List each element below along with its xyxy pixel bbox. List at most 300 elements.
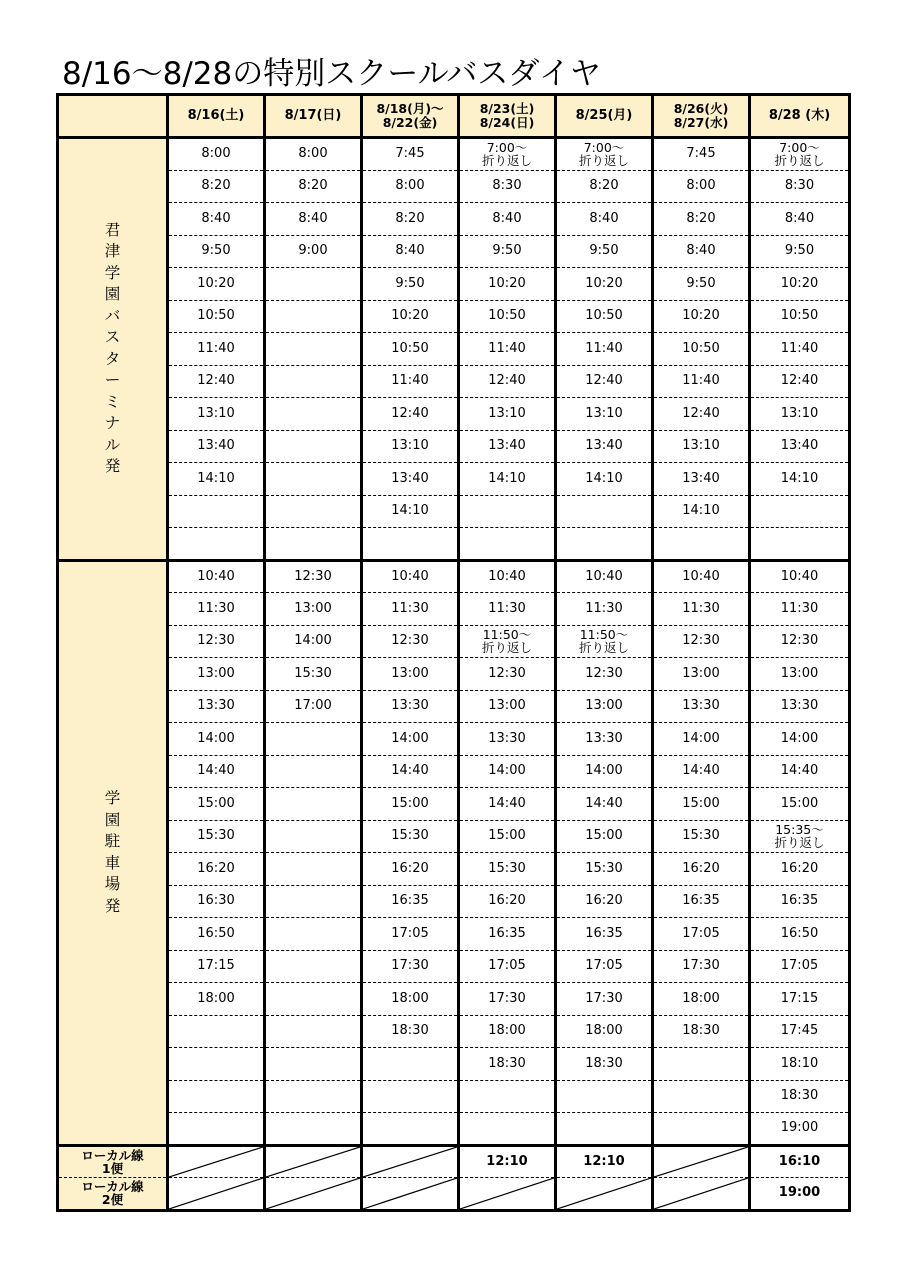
time-cell: 13:10 (750, 398, 850, 431)
time-cell: 8:20 (168, 170, 265, 203)
time-cell (265, 398, 362, 431)
time-cell: 14:00 (362, 723, 459, 756)
time-cell: 10:20 (362, 300, 459, 333)
time-cell: 10:20 (459, 268, 556, 301)
table-row (58, 1048, 850, 1081)
time-cell: 13:40 (459, 430, 556, 463)
diagonal-slash (460, 1178, 554, 1209)
time-cell: 13:30 (653, 690, 750, 723)
time-cell: 8:30 (750, 170, 850, 203)
table-row (58, 983, 850, 1016)
table-row (58, 1080, 850, 1113)
table-row (58, 560, 850, 593)
time-cell: 16:35 (653, 885, 750, 918)
time-cell (168, 528, 265, 561)
time-cell (265, 1048, 362, 1081)
time-cell: 13:30 (459, 723, 556, 756)
time-cell (362, 528, 459, 561)
time-cell: 18:00 (168, 983, 265, 1016)
no-service-cell (459, 1177, 556, 1210)
time-cell: 18:10 (750, 1048, 850, 1081)
time-cell: 11:40 (653, 365, 750, 398)
time-cell: 13:00 (653, 658, 750, 691)
time-cell: 17:05 (653, 918, 750, 951)
time-cell (265, 300, 362, 333)
time-cell (362, 1080, 459, 1113)
time-cell: 10:50 (750, 300, 850, 333)
time-cell: 8:20 (653, 203, 750, 236)
time-cell: 13:30 (362, 690, 459, 723)
time-cell: 10:50 (459, 300, 556, 333)
time-cell: 12:40 (362, 398, 459, 431)
time-cell (653, 1080, 750, 1113)
time-cell: 9:50 (362, 268, 459, 301)
time-cell: 12:30 (556, 658, 653, 691)
table-row (58, 300, 850, 333)
time-cell (265, 1080, 362, 1113)
table-row (58, 755, 850, 788)
time-cell: 8:00 (362, 170, 459, 203)
diagonal-slash (363, 1178, 457, 1209)
time-cell: 13:00 (265, 593, 362, 626)
time-cell: 8:00 (265, 138, 362, 171)
table-row (58, 398, 850, 431)
table-row (58, 138, 850, 171)
time-cell: 13:30 (750, 690, 850, 723)
time-cell: 11:40 (750, 333, 850, 366)
time-cell: 13:30 (168, 690, 265, 723)
time-cell: 12:30 (459, 658, 556, 691)
time-cell (265, 463, 362, 496)
time-cell: 17:30 (459, 983, 556, 1016)
time-cell: 17:05 (556, 950, 653, 983)
time-cell: 13:10 (168, 398, 265, 431)
local-time-cell: 19:00 (750, 1177, 850, 1210)
time-cell (459, 1080, 556, 1113)
diagonal-slash (557, 1178, 651, 1209)
time-cell: 8:40 (362, 235, 459, 268)
time-cell: 9:00 (265, 235, 362, 268)
time-cell: 13:00 (750, 658, 850, 691)
time-cell: 11:30 (168, 593, 265, 626)
time-cell: 10:50 (556, 300, 653, 333)
header-date: 8/28 (木) (750, 95, 850, 138)
time-cell: 8:30 (459, 170, 556, 203)
time-cell: 15:00 (459, 820, 556, 853)
time-cell (265, 755, 362, 788)
time-cell: 11:40 (362, 365, 459, 398)
time-cell: 15:30 (653, 820, 750, 853)
time-cell: 11:50〜 折り返し (459, 625, 556, 658)
time-cell: 14:10 (168, 463, 265, 496)
time-cell: 11:30 (653, 593, 750, 626)
time-cell: 10:40 (459, 560, 556, 593)
time-cell: 13:10 (653, 430, 750, 463)
time-cell: 12:30 (168, 625, 265, 658)
time-cell (556, 1080, 653, 1113)
time-cell: 12:40 (556, 365, 653, 398)
time-cell: 15:30 (556, 853, 653, 886)
header-date: 8/23(土) 8/24(日) (459, 95, 556, 138)
time-cell (362, 1113, 459, 1146)
local-time-cell: 12:10 (556, 1145, 653, 1177)
time-cell (556, 1113, 653, 1146)
time-cell: 15:30 (168, 820, 265, 853)
table-row (58, 528, 850, 561)
time-cell: 8:00 (653, 170, 750, 203)
time-cell: 9:50 (556, 235, 653, 268)
time-cell: 11:40 (459, 333, 556, 366)
no-service-cell (362, 1177, 459, 1210)
time-cell: 18:00 (556, 1015, 653, 1048)
table-row (58, 170, 850, 203)
time-cell: 16:35 (750, 885, 850, 918)
time-cell: 13:00 (362, 658, 459, 691)
time-cell: 11:30 (750, 593, 850, 626)
time-cell: 19:00 (750, 1113, 850, 1146)
table-row (58, 268, 850, 301)
local-time-cell: 16:10 (750, 1145, 850, 1177)
table-row (58, 593, 850, 626)
table-row (58, 625, 850, 658)
time-cell: 12:30 (362, 625, 459, 658)
time-cell: 7:45 (362, 138, 459, 171)
time-cell: 10:40 (556, 560, 653, 593)
no-service-cell (168, 1145, 265, 1177)
time-cell: 12:30 (265, 560, 362, 593)
section2-label-text: 学園駐車場発 (104, 789, 121, 915)
time-cell: 16:35 (362, 885, 459, 918)
time-cell: 13:00 (459, 690, 556, 723)
time-cell: 13:10 (556, 398, 653, 431)
time-cell: 16:20 (556, 885, 653, 918)
time-cell: 14:00 (459, 755, 556, 788)
table-row (58, 463, 850, 496)
time-cell: 17:15 (750, 983, 850, 1016)
no-service-cell (265, 1145, 362, 1177)
no-service-cell (653, 1145, 750, 1177)
time-cell: 15:35〜 折り返し (750, 820, 850, 853)
local-label: ローカル線 2便 (58, 1177, 168, 1210)
time-cell (265, 1015, 362, 1048)
time-cell: 8:40 (265, 203, 362, 236)
time-cell (653, 1048, 750, 1081)
slash-line (169, 1178, 263, 1209)
time-cell: 14:40 (459, 788, 556, 821)
table-row (58, 853, 850, 886)
time-cell: 8:20 (362, 203, 459, 236)
time-cell: 8:40 (653, 235, 750, 268)
time-cell: 14:10 (653, 495, 750, 528)
time-cell (168, 495, 265, 528)
time-cell (750, 495, 850, 528)
table-row (58, 918, 850, 951)
time-cell: 16:20 (362, 853, 459, 886)
time-cell: 10:50 (653, 333, 750, 366)
time-cell: 13:30 (556, 723, 653, 756)
time-cell (265, 983, 362, 1016)
time-cell (653, 528, 750, 561)
time-cell: 17:05 (459, 950, 556, 983)
time-cell: 14:10 (459, 463, 556, 496)
time-cell: 18:30 (750, 1080, 850, 1113)
time-cell: 16:50 (168, 918, 265, 951)
time-cell: 10:40 (168, 560, 265, 593)
time-cell: 18:30 (459, 1048, 556, 1081)
time-cell (265, 528, 362, 561)
time-cell: 15:00 (653, 788, 750, 821)
slash-line (169, 1147, 263, 1177)
table-row (58, 333, 850, 366)
time-cell (265, 853, 362, 886)
time-cell: 11:40 (168, 333, 265, 366)
table-row (58, 365, 850, 398)
header-date: 8/18(月)〜 8/22(金) (362, 95, 459, 138)
table-row (58, 658, 850, 691)
time-cell: 9:50 (459, 235, 556, 268)
time-cell: 11:30 (459, 593, 556, 626)
time-cell: 17:15 (168, 950, 265, 983)
time-cell: 12:30 (750, 625, 850, 658)
time-cell (168, 1015, 265, 1048)
diagonal-slash (654, 1147, 748, 1177)
time-cell: 8:40 (168, 203, 265, 236)
time-cell (265, 1113, 362, 1146)
diagonal-slash (363, 1147, 457, 1177)
time-cell (265, 885, 362, 918)
time-cell: 14:10 (362, 495, 459, 528)
time-cell: 12:40 (459, 365, 556, 398)
time-cell: 9:50 (653, 268, 750, 301)
section2-label (58, 560, 168, 1145)
time-cell (265, 723, 362, 756)
time-cell: 8:20 (556, 170, 653, 203)
time-cell: 15:00 (750, 788, 850, 821)
header-row (58, 95, 850, 138)
time-cell: 17:45 (750, 1015, 850, 1048)
time-cell (168, 1048, 265, 1081)
slash-line (557, 1178, 651, 1209)
time-cell: 17:30 (556, 983, 653, 1016)
time-cell: 10:40 (750, 560, 850, 593)
slash-line (266, 1147, 360, 1177)
table-row (58, 690, 850, 723)
slash-line (363, 1178, 457, 1209)
time-cell: 14:00 (168, 723, 265, 756)
time-cell: 17:05 (362, 918, 459, 951)
section1-label (58, 138, 168, 561)
time-cell (265, 495, 362, 528)
no-service-cell (168, 1177, 265, 1210)
header-corner (58, 95, 168, 138)
time-cell: 18:30 (362, 1015, 459, 1048)
time-cell: 16:20 (653, 853, 750, 886)
time-cell: 10:20 (556, 268, 653, 301)
time-cell (265, 333, 362, 366)
time-cell: 13:40 (168, 430, 265, 463)
table-row (58, 885, 850, 918)
time-cell (168, 1113, 265, 1146)
local-label: ローカル線 1便 (58, 1145, 168, 1177)
time-cell: 14:00 (653, 723, 750, 756)
time-cell (168, 1080, 265, 1113)
time-cell (265, 430, 362, 463)
header-date: 8/26(火) 8/27(水) (653, 95, 750, 138)
time-cell: 8:40 (459, 203, 556, 236)
slash-line (266, 1178, 360, 1209)
local-time-cell: 12:10 (459, 1145, 556, 1177)
time-cell (265, 820, 362, 853)
local-row (58, 1177, 850, 1210)
time-cell: 14:10 (556, 463, 653, 496)
time-cell (362, 1048, 459, 1081)
time-cell: 18:00 (362, 983, 459, 1016)
local-row (58, 1145, 850, 1177)
time-cell: 13:10 (459, 398, 556, 431)
time-cell (459, 495, 556, 528)
page-title: 8/16〜8/28の特別スクールバスダイヤ (62, 56, 601, 92)
time-cell: 8:40 (556, 203, 653, 236)
diagonal-slash (169, 1147, 263, 1177)
time-cell (265, 788, 362, 821)
time-cell: 14:40 (653, 755, 750, 788)
no-service-cell (556, 1177, 653, 1210)
time-cell: 14:40 (750, 755, 850, 788)
table-row (58, 1015, 850, 1048)
slash-line (363, 1147, 457, 1177)
table-row (58, 1113, 850, 1146)
time-cell: 16:50 (750, 918, 850, 951)
time-cell: 14:00 (750, 723, 850, 756)
diagonal-slash (169, 1178, 263, 1209)
time-cell: 12:40 (653, 398, 750, 431)
no-service-cell (362, 1145, 459, 1177)
time-cell: 12:40 (168, 365, 265, 398)
time-cell: 7:00〜 折り返し (459, 138, 556, 171)
header-date: 8/16(土) (168, 95, 265, 138)
time-cell: 16:20 (459, 885, 556, 918)
time-cell: 17:30 (362, 950, 459, 983)
time-cell: 7:00〜 折り返し (556, 138, 653, 171)
time-cell: 13:40 (556, 430, 653, 463)
no-service-cell (653, 1177, 750, 1210)
time-cell: 9:50 (750, 235, 850, 268)
slash-line (460, 1178, 554, 1209)
time-cell: 10:50 (362, 333, 459, 366)
table-row (58, 723, 850, 756)
time-cell: 18:00 (459, 1015, 556, 1048)
time-cell: 16:35 (459, 918, 556, 951)
time-cell (750, 528, 850, 561)
time-cell: 16:30 (168, 885, 265, 918)
time-cell (459, 1113, 556, 1146)
time-cell: 11:30 (362, 593, 459, 626)
time-cell: 7:45 (653, 138, 750, 171)
time-cell: 10:50 (168, 300, 265, 333)
table-row (58, 430, 850, 463)
time-cell: 11:40 (556, 333, 653, 366)
time-cell: 8:00 (168, 138, 265, 171)
time-cell: 10:40 (653, 560, 750, 593)
time-cell: 15:00 (168, 788, 265, 821)
diagonal-slash (654, 1178, 748, 1209)
time-cell: 13:40 (362, 463, 459, 496)
time-cell: 10:20 (168, 268, 265, 301)
slash-line (654, 1178, 748, 1209)
time-cell: 12:40 (750, 365, 850, 398)
time-cell: 14:40 (556, 788, 653, 821)
time-cell (265, 365, 362, 398)
table-row (58, 495, 850, 528)
time-cell: 13:40 (653, 463, 750, 496)
time-cell (556, 495, 653, 528)
time-cell: 13:00 (168, 658, 265, 691)
time-cell: 13:00 (556, 690, 653, 723)
time-cell (265, 950, 362, 983)
time-cell: 16:35 (556, 918, 653, 951)
time-cell (265, 268, 362, 301)
time-cell: 16:20 (750, 853, 850, 886)
time-cell: 10:20 (653, 300, 750, 333)
time-cell: 15:00 (362, 788, 459, 821)
table-row (58, 203, 850, 236)
time-cell: 15:30 (362, 820, 459, 853)
time-cell: 8:40 (750, 203, 850, 236)
time-cell: 10:20 (750, 268, 850, 301)
time-cell: 17:05 (750, 950, 850, 983)
time-cell: 8:20 (265, 170, 362, 203)
time-cell: 18:00 (653, 983, 750, 1016)
time-cell: 11:50〜 折り返し (556, 625, 653, 658)
time-cell: 14:00 (265, 625, 362, 658)
no-service-cell (265, 1177, 362, 1210)
time-cell: 14:10 (750, 463, 850, 496)
table-row (58, 820, 850, 853)
time-cell (459, 528, 556, 561)
time-cell: 12:30 (653, 625, 750, 658)
time-cell: 16:20 (168, 853, 265, 886)
time-cell: 18:30 (556, 1048, 653, 1081)
time-cell (556, 528, 653, 561)
time-cell: 17:30 (653, 950, 750, 983)
time-cell: 15:30 (459, 853, 556, 886)
time-cell: 13:40 (750, 430, 850, 463)
time-cell (265, 918, 362, 951)
table-row (58, 788, 850, 821)
time-cell: 9:50 (168, 235, 265, 268)
header-date: 8/17(日) (265, 95, 362, 138)
time-cell: 14:00 (556, 755, 653, 788)
header-date: 8/25(月) (556, 95, 653, 138)
time-cell: 14:40 (168, 755, 265, 788)
time-cell: 11:30 (556, 593, 653, 626)
table-row (58, 235, 850, 268)
schedule-table (56, 93, 851, 1212)
section1-label-text: 君津学園バスターミナル発 (104, 220, 121, 476)
slash-line (654, 1147, 748, 1177)
time-cell: 14:40 (362, 755, 459, 788)
time-cell: 15:00 (556, 820, 653, 853)
diagonal-slash (266, 1147, 360, 1177)
diagonal-slash (266, 1178, 360, 1209)
time-cell: 10:40 (362, 560, 459, 593)
table-row (58, 950, 850, 983)
time-cell: 18:30 (653, 1015, 750, 1048)
time-cell: 17:00 (265, 690, 362, 723)
time-cell (653, 1113, 750, 1146)
time-cell: 13:10 (362, 430, 459, 463)
time-cell: 7:00〜 折り返し (750, 138, 850, 171)
